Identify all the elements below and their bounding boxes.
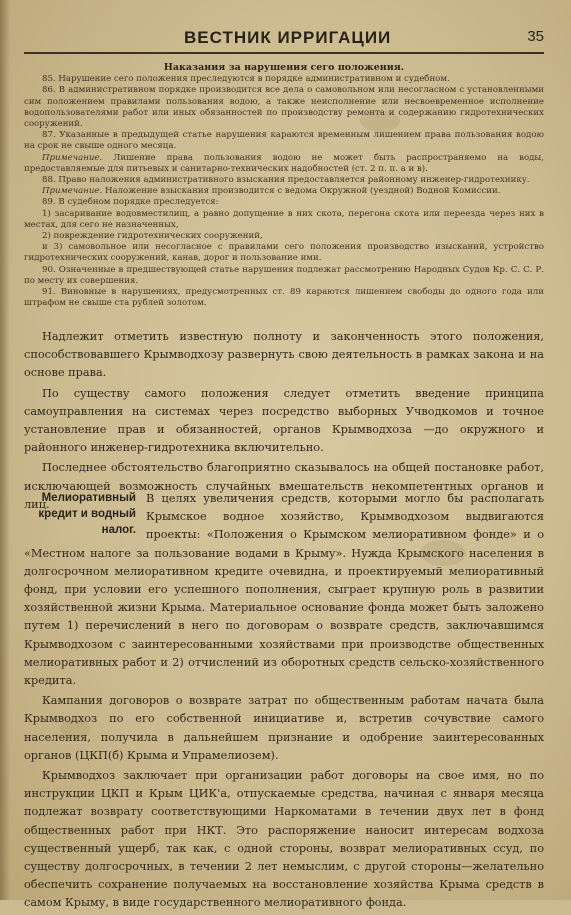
note-label: Примечание.: [42, 186, 103, 197]
running-header: [24, 26, 544, 54]
article-88: 88. Право наложения административного взыскания предоставляется районному инженер-гидротехнику.: [42, 175, 530, 186]
journal-title: ВЕСТНИК ИРРИГАЦИИ: [184, 28, 392, 47]
article-85: 85. Нарушение сего положения преследуются в порядке административном и судебном.: [42, 74, 450, 85]
note-text: Наложение взыскания производится с ведома Окружной (уездной) Водной Комиссии.: [102, 186, 501, 197]
penalties-heading: Наказания за нарушения сего положения.: [163, 62, 405, 73]
body-paragraph: Кампания договоров о возврате затрат по общественным работам начата была Крымводхоз по его собственной инициативе и, встретив сочувствие самого населения, получила в дальнейшем признание и одобрение заинтересованных органов (ЦКП(б) Крыма и Упрамелиозем).: [24, 694, 544, 762]
body-paragraph: В целях увеличения средств, которыми могло бы располагать Крымское водное хозяйство, Крымводхозом выдвигаются проекты: «Положения о Крымском мелиоративном фонде» и о «Местном налоге за пользование водами в Крыму». Нужда Крымского населения в долгосрочном мелиоративном кредите очевидна, и проектируемый мелиоративный фонд, при условии его успешного пополнения, сыграет крупную роль в развитии хозяйственной жизни Крыма. Материальное основание фонда может быть заложено путем 1) перечислений в него по договорам о возврате средств, заключавшимся Крымводхозом с заинтересованными хозяйствами при производстве общественных мелиоративных работ и 2) отчислений из оборотных средств сельско-хозяйственного кредита.: [24, 492, 544, 688]
article-87-note: [24, 153, 544, 175]
article-90: 90. Означенные в предшествующей статье нарушения подлежат рассмотрению Народных Судов Кр. С. С. Р. по месту их совершения.: [24, 264, 544, 286]
page-number: 35: [527, 28, 544, 45]
note-label: Примечание.: [42, 152, 103, 163]
article-89: 89. В судебном порядке преследуется:: [42, 197, 219, 208]
article-91: 91. Виновные в нарушениях, предусмотренных ст. 89 караются лишением свободы до одного года или штрафом не свыше ста рублей золотом.: [24, 287, 544, 309]
section-side-heading: Мелиоративный кредит и водный налог.: [38, 492, 136, 536]
body-paragraph: По существу самого положения следует отметить введение принципа самоуправления на системах через посредство выборных Учводкомов и точное установление прав и обязанностей, органов Крымводхоза —до окружного и районного инженер-гидротехника включительно.: [24, 386, 544, 455]
body-paragraph: Крымводхоз заключает при организации работ договоры на свое имя, но по инструкции ЦКП и Крым ЦИК'а, отпускаемые средства, начиная с января месяца подлежат возврату соответствующими Наркоматами в течении двух лет в фонд общественных работ при НКТ. Это распоряжение наносит интересам водхоза существенный ущерб, так как, с одной стороны, возврат мелиоративных ссуд, по существу долгосрочных, в течении 2 лет немыслим, с другой стороны—желательно обеспечить сохранение получаемых на восстановление хозяйства Крыма средств в самом Крыму, в виде государственного мелиоративного фонда.: [24, 769, 544, 910]
penalties-section: [24, 62, 544, 309]
article-87: 87. Указанные в предыдущей статье нарушения караются временным лишением права пользования водою на срок не свыше одного месяца.: [24, 130, 544, 152]
article-89-item-1: 1) засаривание водовместилищ, а равно допущение в них скота, перегона скота или переезда через них в местах, для сего не назначенных,: [24, 208, 544, 230]
body-paragraph: Надлежит отметить известную полноту и законченность этого положения, способствовавшего Крымводхозу развернуть свою деятельность в рамках закона и на основе права.: [24, 330, 544, 380]
article-86: 86. В административном порядке производится все дела о самовольном или несогласном с установленными сим положением правилами пользования водою, а также неисполнение или несвоевременное исполнение водопользователями работ или иных обязанностей по производству ремонта и содержанию гидротехнических сооружений.: [24, 85, 544, 130]
article-88-note: [24, 186, 544, 197]
article-89-item-2: 2) повреждение гидротехнических сооружений,: [42, 231, 263, 242]
page-shadow-edge: [0, 0, 10, 900]
article-89-item-3: и 3) самовольное или несогласное с правилами сего положения производство изысканий, устройство гидротехнических сооружений, канав, дорог и пользование ими.: [24, 242, 544, 264]
body-paragraph: Последнее обстоятельство благоприятно сказывалось на общей постановке работ, исключающей возможность случайных вмешательств некомпетентных органов и лиц.: [24, 461, 544, 511]
credit-section: [24, 490, 544, 915]
note-text: Лишение права пользования водою не может быть распространяемо на воды, предоставляемые для питьевых и санитарно-технических надобностей (ст. 2 п. п. а и в).: [24, 152, 544, 174]
main-body: [24, 328, 544, 516]
